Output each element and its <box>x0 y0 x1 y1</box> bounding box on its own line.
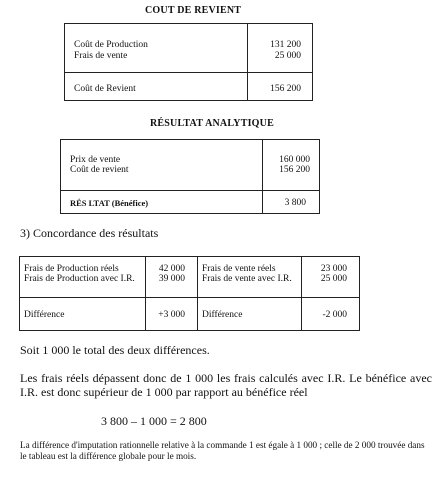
cdr-total-label: Coût de Revient <box>74 84 136 94</box>
conc-left-value: 42 000 <box>158 264 185 274</box>
conc-right-value: 23 000 <box>320 264 347 274</box>
conc-left-difference: +3 000 <box>158 310 185 320</box>
ra-row-label: Coût de revient <box>70 165 129 175</box>
cout-de-revient-title: COUT DE REVIENT <box>145 5 242 16</box>
equation: 3 800 – 1 000 = 2 800 <box>101 414 207 428</box>
ra-total-label: RÉS LTAT (Bénéfice) <box>70 198 149 208</box>
footnote: La différence d'imputation rationnelle relative à la commande 1 est égale à 1 000 ; celle de 2 000 trouvée dans le tableau est la différence globale pour le mois. <box>20 440 425 461</box>
conc-left-label: Frais de Production réels <box>24 264 119 274</box>
conc-right-label: Frais de vente réels <box>202 264 276 274</box>
cdr-row-value: 131 200 <box>270 40 301 50</box>
ra-row-value: 160 000 <box>279 155 310 165</box>
conc-right-difference: -2 000 <box>322 310 347 320</box>
paragraph-explanation: Les frais réels dépassent donc de 1 000 les frais calculés avec I.R. Le bénéfice avec I.R. est donc supérieur de 1 000 par rapport au bénéfice réel <box>20 371 432 399</box>
conc-right-value: 25 000 <box>320 274 347 284</box>
paragraph-total-difference: Soit 1 000 le total des deux différences. <box>20 343 210 357</box>
cdr-total-value: 156 200 <box>270 84 301 94</box>
conc-left-value: 39 000 <box>158 274 185 284</box>
conc-difference-label: Différence <box>24 310 65 320</box>
cdr-row-label: Coût de Production <box>74 40 148 50</box>
resultat-analytique-title: RÉSULTAT ANALYTIQUE <box>150 118 274 129</box>
ra-row-label: Prix de vente <box>70 155 121 165</box>
ra-row-value: 156 200 <box>279 165 310 175</box>
concordance-heading: 3) Concordance des résultats <box>20 226 159 240</box>
cdr-row-label: Frais de vente <box>74 51 128 61</box>
cdr-row-value: 25 000 <box>274 51 301 61</box>
ra-total-value: 3 800 <box>284 198 306 208</box>
conc-left-label: Frais de Production avec I.R. <box>24 274 135 284</box>
conc-difference-label: Différence <box>202 310 243 320</box>
conc-right-label: Frais de vente avec I.R. <box>202 274 292 284</box>
